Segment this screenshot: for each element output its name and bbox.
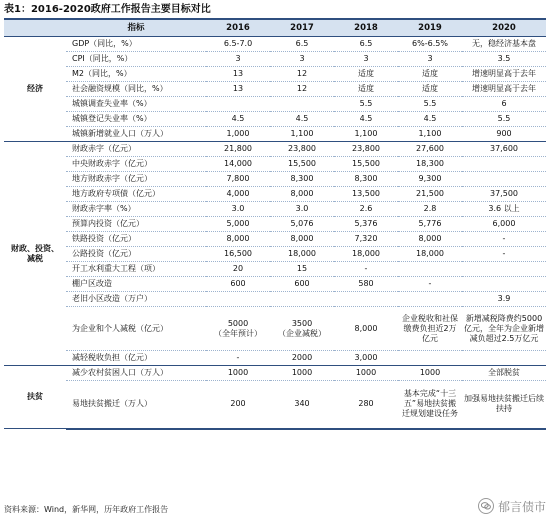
table-row xyxy=(4,262,546,277)
value-cell-2020: 新增减税降费约5000亿元，全年为企业新增减负超过2.5万亿元 xyxy=(462,307,546,351)
table-row xyxy=(4,112,546,127)
indicator-label: 城镇新增就业人口（万人） xyxy=(66,127,206,142)
table-row xyxy=(4,202,546,217)
value-cell-2017: 8,300 xyxy=(270,172,334,187)
value-cell-2017: 5,076 xyxy=(270,217,334,232)
targets-table xyxy=(4,18,546,430)
value-cell-2018: 23,800 xyxy=(334,142,398,157)
value-cell-2018: 8,000 xyxy=(334,307,398,351)
indicator-label: 减少农村贫困人口（万人） xyxy=(66,366,206,381)
value-cell-2017: 3.0 xyxy=(270,202,334,217)
header-category xyxy=(4,19,66,37)
table-row xyxy=(4,247,546,262)
indicator-label: 预算内投资（亿元） xyxy=(66,217,206,232)
value-cell-2016: - xyxy=(206,351,270,366)
value-cell-2018: 5.5 xyxy=(334,97,398,112)
value-cell-2018: 3,000 xyxy=(334,351,398,366)
value-cell-2019: 5,776 xyxy=(398,217,462,232)
value-cell-2018: 280 xyxy=(334,381,398,429)
value-cell-2016: 3.0 xyxy=(206,202,270,217)
indicator-label: 社会融资规模（同比，%） xyxy=(66,82,206,97)
value-cell-2020: 37,600 xyxy=(462,142,546,157)
value-cell-2019: 18,300 xyxy=(398,157,462,172)
value-cell-2020: 增速明显高于去年 xyxy=(462,67,546,82)
value-cell-2016: 8,000 xyxy=(206,232,270,247)
indicator-label: 开工水利重大工程（项） xyxy=(66,262,206,277)
value-cell-2020: 全部脱贫 xyxy=(462,366,546,381)
value-cell-2018: 适度 xyxy=(334,67,398,82)
header-2020: 2020 xyxy=(462,19,546,37)
value-cell-2019: - xyxy=(398,277,462,292)
header-2016: 2016 xyxy=(206,19,270,37)
value-cell-2016: 200 xyxy=(206,381,270,429)
value-cell-2016: 600 xyxy=(206,277,270,292)
value-cell-2020: 6 xyxy=(462,97,546,112)
table-row xyxy=(4,142,546,157)
value-cell-2019: 1000 xyxy=(398,366,462,381)
value-cell-2016: 5000 （全年预计） xyxy=(206,307,270,351)
indicator-label: 老旧小区改造（万户） xyxy=(66,292,206,307)
indicator-label: 城镇登记失业率（%） xyxy=(66,112,206,127)
value-cell-2016: 3 xyxy=(206,52,270,67)
value-cell-2019: 8,000 xyxy=(398,232,462,247)
value-cell-2019: 1,100 xyxy=(398,127,462,142)
value-cell-2018: 13,500 xyxy=(334,187,398,202)
header-2018: 2018 xyxy=(334,19,398,37)
header-2019: 2019 xyxy=(398,19,462,37)
table-row xyxy=(4,127,546,142)
value-cell-2017: 12 xyxy=(270,67,334,82)
table-row xyxy=(4,217,546,232)
table-row xyxy=(4,172,546,187)
value-cell-2017: 8,000 xyxy=(270,232,334,247)
header-row xyxy=(4,19,546,37)
value-cell-2019: 27,600 xyxy=(398,142,462,157)
value-cell-2019: 企业税收和社保缴费负担近2万亿元 xyxy=(398,307,462,351)
indicator-label: M2（同比，%） xyxy=(66,67,206,82)
value-cell-2020 xyxy=(462,157,546,172)
value-cell-2018: 6.5 xyxy=(334,37,398,52)
indicator-label: 棚户区改造 xyxy=(66,277,206,292)
value-cell-2020: 增速明显高于去年 xyxy=(462,82,546,97)
value-cell-2018: 8,300 xyxy=(334,172,398,187)
value-cell-2017: 6.5 xyxy=(270,37,334,52)
value-cell-2019: 21,500 xyxy=(398,187,462,202)
value-cell-2019: 9,300 xyxy=(398,172,462,187)
value-cell-2017: 340 xyxy=(270,381,334,429)
value-cell-2016 xyxy=(206,97,270,112)
value-cell-2017: 8,000 xyxy=(270,187,334,202)
table-row xyxy=(4,52,546,67)
value-cell-2017: 18,000 xyxy=(270,247,334,262)
table-row xyxy=(4,187,546,202)
value-cell-2016: 7,800 xyxy=(206,172,270,187)
value-cell-2019: 基本完成“十三五”易地扶贫搬迁规划建设任务 xyxy=(398,381,462,429)
indicator-label: 铁路投资（亿元） xyxy=(66,232,206,247)
table-row xyxy=(4,366,546,381)
value-cell-2017: 4.5 xyxy=(270,112,334,127)
table-row xyxy=(4,37,546,52)
table-row xyxy=(4,97,546,112)
table-row xyxy=(4,67,546,82)
indicator-label: GDP（同比，%） xyxy=(66,37,206,52)
value-cell-2019: 适度 xyxy=(398,82,462,97)
value-cell-2017 xyxy=(270,97,334,112)
value-cell-2018: - xyxy=(334,262,398,277)
header-2017: 2017 xyxy=(270,19,334,37)
table-row xyxy=(4,157,546,172)
value-cell-2020: - xyxy=(462,247,546,262)
value-cell-2018: 15,500 xyxy=(334,157,398,172)
header-indicator: 指标 xyxy=(66,19,206,37)
category-cell: 经济 xyxy=(4,37,66,142)
value-cell-2016: 21,800 xyxy=(206,142,270,157)
value-cell-2020 xyxy=(462,351,546,366)
value-cell-2016: 4.5 xyxy=(206,112,270,127)
value-cell-2016: 14,000 xyxy=(206,157,270,172)
value-cell-2016 xyxy=(206,292,270,307)
watermark-text: 郁言债市 xyxy=(497,499,546,514)
value-cell-2020: 900 xyxy=(462,127,546,142)
value-cell-2019: 5.5 xyxy=(398,97,462,112)
value-cell-2018: 18,000 xyxy=(334,247,398,262)
value-cell-2016: 6.5-7.0 xyxy=(206,37,270,52)
value-cell-2019 xyxy=(398,292,462,307)
value-cell-2016: 13 xyxy=(206,82,270,97)
value-cell-2020: 无，稳经济基本盘 xyxy=(462,37,546,52)
value-cell-2020: 6,000 xyxy=(462,217,546,232)
value-cell-2019: 4.5 xyxy=(398,112,462,127)
value-cell-2019: 适度 xyxy=(398,67,462,82)
category-cell: 财政、投资、减税 xyxy=(4,142,66,366)
value-cell-2020 xyxy=(462,262,546,277)
value-cell-2016: 5,000 xyxy=(206,217,270,232)
value-cell-2017: 15,500 xyxy=(270,157,334,172)
value-cell-2020: 加强易地扶贫搬迁后续扶持 xyxy=(462,381,546,429)
value-cell-2018: 1000 xyxy=(334,366,398,381)
table-row xyxy=(4,277,546,292)
value-cell-2018: 5,376 xyxy=(334,217,398,232)
value-cell-2018: 3 xyxy=(334,52,398,67)
value-cell-2017: 15 xyxy=(270,262,334,277)
value-cell-2017: 1000 xyxy=(270,366,334,381)
value-cell-2016: 16,500 xyxy=(206,247,270,262)
indicator-label: 城镇调查失业率（%） xyxy=(66,97,206,112)
value-cell-2017: 600 xyxy=(270,277,334,292)
value-cell-2017: 12 xyxy=(270,82,334,97)
indicator-label: 公路投资（亿元） xyxy=(66,247,206,262)
value-cell-2016: 20 xyxy=(206,262,270,277)
indicator-label: 财政赤字率（%） xyxy=(66,202,206,217)
value-cell-2020: - xyxy=(462,232,546,247)
value-cell-2020 xyxy=(462,172,546,187)
watermark xyxy=(478,496,546,516)
indicator-label: 为企业和个人减税（亿元） xyxy=(66,307,206,351)
value-cell-2019: 3 xyxy=(398,52,462,67)
value-cell-2020: 5.5 xyxy=(462,112,546,127)
value-cell-2017: 23,800 xyxy=(270,142,334,157)
table-row xyxy=(4,232,546,247)
value-cell-2016: 1000 xyxy=(206,366,270,381)
value-cell-2018: 适度 xyxy=(334,82,398,97)
value-cell-2019: 6%-6.5% xyxy=(398,37,462,52)
value-cell-2019: 2.8 xyxy=(398,202,462,217)
value-cell-2016: 4,000 xyxy=(206,187,270,202)
value-cell-2017: 3500 （企业减税） xyxy=(270,307,334,351)
value-cell-2018: 580 xyxy=(334,277,398,292)
indicator-label: 地方财政赤字（亿元） xyxy=(66,172,206,187)
value-cell-2018: 1,100 xyxy=(334,127,398,142)
value-cell-2016: 1,000 xyxy=(206,127,270,142)
value-cell-2020: 3.9 xyxy=(462,292,546,307)
value-cell-2018 xyxy=(334,292,398,307)
table-title: 表1：2016-2020政府工作报告主要目标对比 xyxy=(4,4,211,15)
value-cell-2017: 3 xyxy=(270,52,334,67)
indicator-label: 财政赤字（亿元） xyxy=(66,142,206,157)
indicator-label: 减轻税收负担（亿元） xyxy=(66,351,206,366)
value-cell-2017: 1,100 xyxy=(270,127,334,142)
value-cell-2017 xyxy=(270,292,334,307)
value-cell-2018: 7,320 xyxy=(334,232,398,247)
table-row xyxy=(4,381,546,429)
table-row xyxy=(4,307,546,351)
value-cell-2017: 2000 xyxy=(270,351,334,366)
value-cell-2018: 4.5 xyxy=(334,112,398,127)
source-note: 资料来源：Wind，新华网，历年政府工作报告 xyxy=(4,505,169,514)
table-row xyxy=(4,292,546,307)
value-cell-2018: 2.6 xyxy=(334,202,398,217)
value-cell-2020: 3.6 以上 xyxy=(462,202,546,217)
value-cell-2019: 18,000 xyxy=(398,247,462,262)
wechat-logo-icon xyxy=(478,498,494,514)
value-cell-2019 xyxy=(398,351,462,366)
indicator-label: 地方政府专项债（亿元） xyxy=(66,187,206,202)
indicator-label: CPI（同比，%） xyxy=(66,52,206,67)
table-row xyxy=(4,351,546,366)
table-row xyxy=(4,82,546,97)
category-cell: 扶贫 xyxy=(4,366,66,429)
value-cell-2020: 37,500 xyxy=(462,187,546,202)
value-cell-2016: 13 xyxy=(206,67,270,82)
indicator-label: 易地扶贫搬迁（万人） xyxy=(66,381,206,429)
value-cell-2020: 3.5 xyxy=(462,52,546,67)
value-cell-2019 xyxy=(398,262,462,277)
value-cell-2020 xyxy=(462,277,546,292)
indicator-label: 中央财政赤字（亿元） xyxy=(66,157,206,172)
